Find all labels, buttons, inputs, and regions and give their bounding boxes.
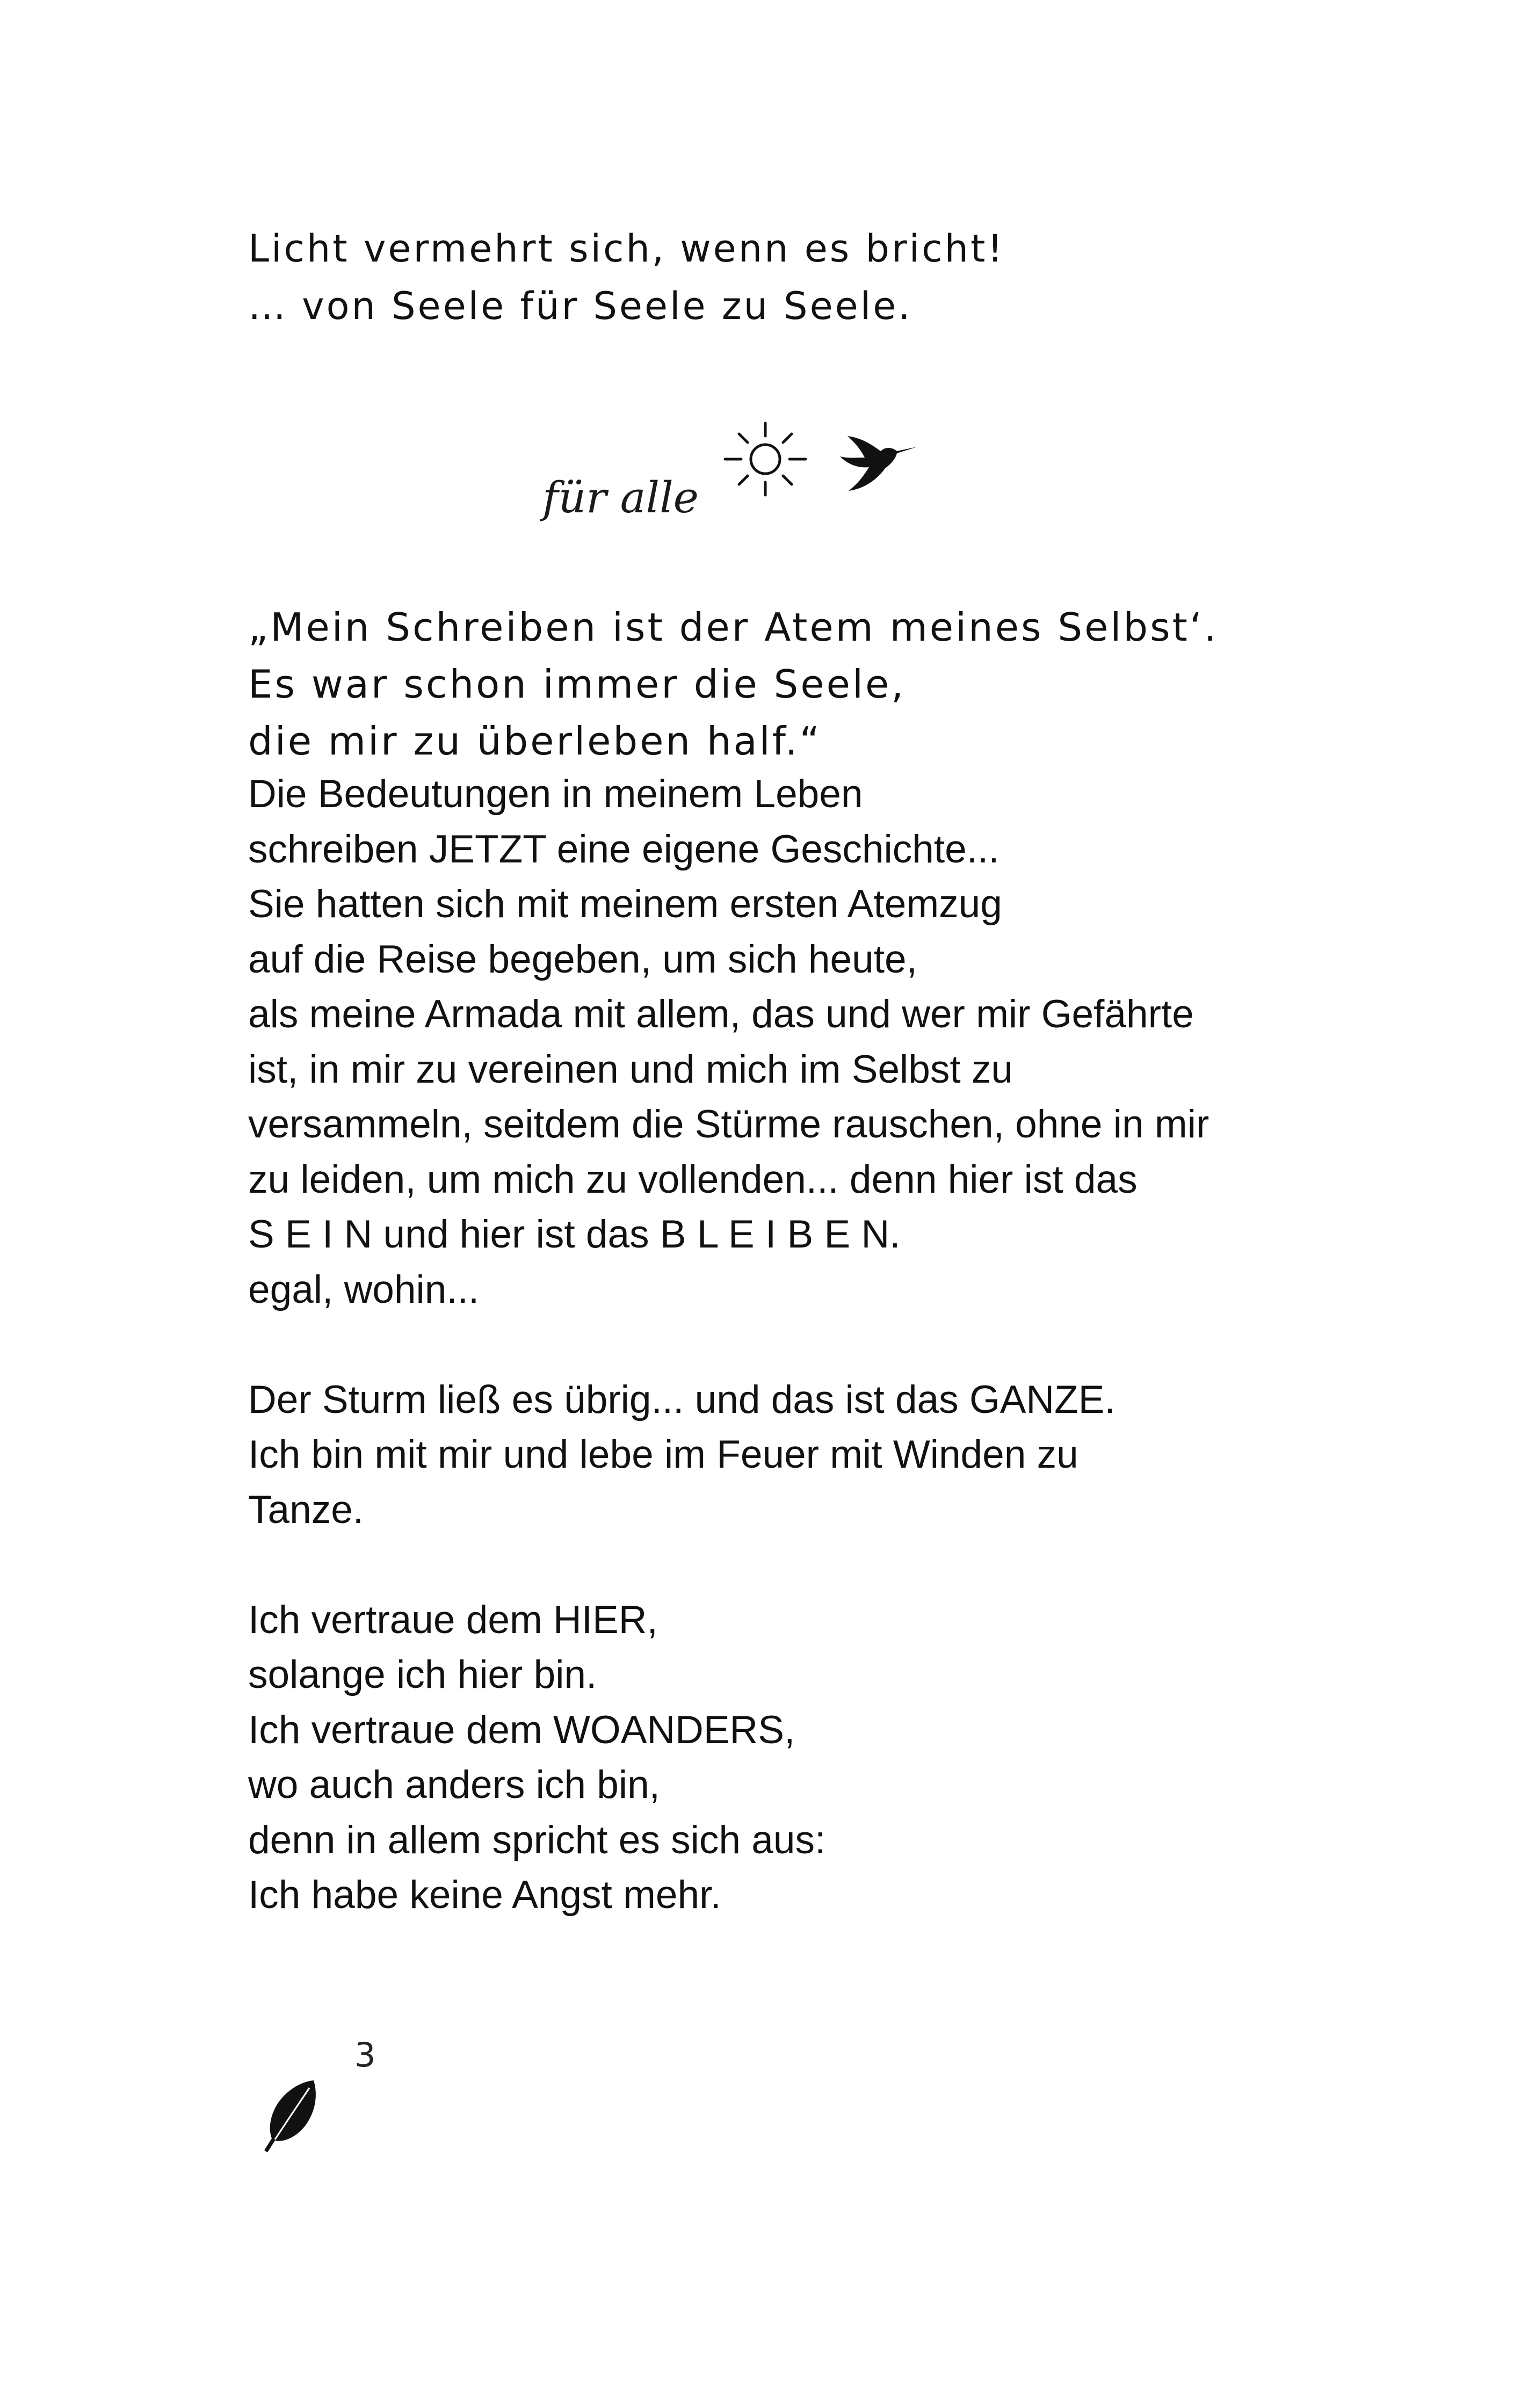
sun-icon	[720, 419, 811, 499]
text-line: schreiben JETZT eine eigene Geschichte...	[248, 827, 999, 871]
quote-line: „Mein Schreiben ist der Atem meines Selbst‘.	[248, 605, 1219, 650]
text-line: Ich vertraue dem HIER,	[248, 1598, 658, 1642]
body-text	[248, 767, 1322, 1923]
text-line: Der Sturm ließ es übrig... und das ist das GANZE.	[248, 1377, 1116, 1421]
text-line: wo auch anders ich bin,	[248, 1763, 660, 1807]
intro-line: Licht vermehrt sich, wenn es bricht!	[248, 227, 1005, 271]
intro-line: … von Seele für Seele zu Seele.	[248, 284, 912, 328]
quote-block	[248, 599, 1219, 770]
paragraph	[248, 767, 1322, 1317]
text-line: Ich habe keine Angst mehr.	[248, 1873, 721, 1917]
text-line: Tanze.	[248, 1488, 364, 1532]
text-line: Sie hatten sich mit meinem ersten Atemzug	[248, 882, 1002, 926]
text-line: auf die Reise begeben, um sich heute,	[248, 937, 917, 981]
text-line: Ich vertraue dem WOANDERS,	[248, 1708, 795, 1752]
paragraph-gap	[248, 1317, 1322, 1373]
feather-icon	[258, 2078, 322, 2153]
text-line: denn in allem spricht es sich aus:	[248, 1818, 826, 1862]
paragraph	[248, 1593, 1322, 1923]
dedication-text: für alle	[542, 473, 699, 523]
quote-line: Es war schon immer die Seele,	[248, 662, 906, 707]
text-line: egal, wohin...	[248, 1267, 480, 1311]
paragraph	[248, 1373, 1322, 1538]
text-line: Ich bin mit mir und lebe im Feuer mit Winden zu	[248, 1433, 1078, 1476]
page-number: 3	[354, 2035, 376, 2075]
quote-line: die mir zu überleben half.“	[248, 719, 822, 764]
text-line: Die Bedeutungen in meinem Leben	[248, 772, 863, 816]
text-line: versammeln, seitdem die Stürme rauschen, ohne in mir	[248, 1103, 1209, 1146]
paragraph-gap	[248, 1537, 1322, 1593]
text-line: ist, in mir zu vereinen und mich im Selbst zu	[248, 1047, 1013, 1091]
dedication-row	[537, 408, 945, 548]
text-line: als meine Armada mit allem, das und wer mir Gefährte	[248, 992, 1194, 1036]
text-line: S E I N und hier ist das B L E I B E N.	[248, 1213, 901, 1256]
page-footer	[252, 2035, 414, 2170]
text-line: solange ich hier bin.	[248, 1653, 597, 1696]
intro-lines	[248, 220, 1005, 335]
text-line: zu leiden, um mich zu vollenden... denn hier ist das	[248, 1157, 1138, 1201]
hummingbird-icon	[838, 435, 918, 494]
